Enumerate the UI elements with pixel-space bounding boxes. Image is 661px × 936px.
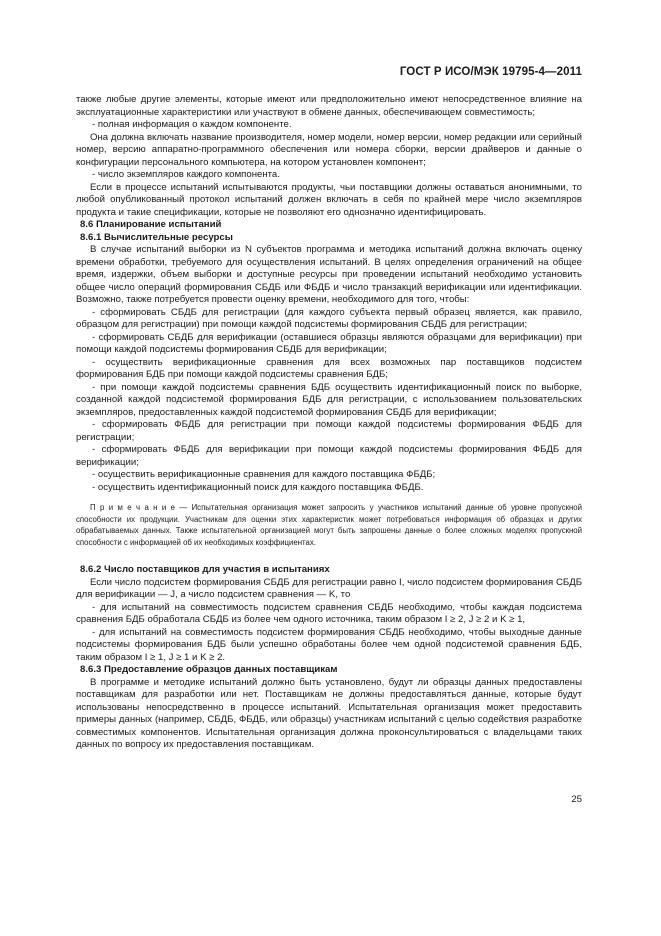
list-item: - для испытаний на совместимость подсистем формирования СБДБ необходимо, чтобы выходные данные подсистемы формирования БДБ были успешно обработаны более чем одной подсистемой сравнения БДБ, таким образом I ≥ 1, J ≥ 1 и K ≥ 2.: [76, 626, 582, 663]
list-item: - сформировать ФБДБ для регистрации при помощи каждой подсистемы формирования ФБДБ для регистрации;: [76, 419, 582, 443]
list-item: - число экземпляров каждого компонента.: [92, 169, 280, 180]
paragraph: Она должна включать название производителя, номер модели, номер версии, номер редакции или серийный номер, версию аппаратно-программного обеспечения или номера сборки, версии драйверов и данные о конфигурации персонального компьютера, на котором установлен компонент;: [76, 131, 582, 168]
list-item: - осуществить верификационные сравнения для всех возможных пар поставщиков подсистем формирования БДБ при помощи каждой подсистемы сравнения БДБ;: [76, 356, 582, 380]
paragraph: В случае испытаний выборки из N субъектов программа и методика испытаний должна включать оценку времени обработки, требуемого для осуществления испытаний. В целях определения ограничений на общее время, издержки, объем выборки и доступные ресурсы при проведении испытаний необходимо установить общее число операций формирования СБДБ или ФБДБ и число транзакций верификации или идентификации. Возможно, также потребуется провести оценку времени, необходимого для того, чтобы:: [76, 244, 582, 305]
section-heading-8-6-1: 8.6.1 Вычислительные ресурсы: [80, 231, 233, 243]
note-label: П р и м е ч а н и е: [90, 503, 175, 512]
list-item: - сформировать ФБДБ для верификации при помощи каждой подсистемы формирования ФБДБ для верификации;: [76, 444, 582, 468]
paragraph: также любые другие элементы, которые имеют или предположительно имеют непосредственное влияние на эксплуатационные характеристики или участвуют в обмене данных, обеспечивающем совместимость;: [76, 94, 582, 118]
paragraph: В программе и методике испытаний должно быть установлено, будут ли образцы данных предоставлены поставщикам для разработки или нет. Поставщикам не должны предоставляться данные, которые будут использованы непосредственно в процессе испытаний. Испытательная организация может предоставить примеры данных (например, СБДБ, ФБДБ, или образцы) участникам испытаний с целью содействия разработке совместимых компонентов. Испытательная организация должна проконсультироваться с владельцами таких данных по вопросу их предоставления поставщикам.: [76, 676, 582, 750]
section-heading-8-6-2: 8.6.2 Число поставщиков для участия в испытаниях: [80, 564, 330, 575]
list-item: - осуществить идентификационный поиск для каждого поставщика ФБДБ.: [92, 481, 424, 493]
list-item: - при помощи каждой подсистемы сравнения БДБ осуществить идентификационный поиск по выборке, созданной каждой подсистемой формирования БДБ для регистрации, с использованием пользовательских экземпляров, предоставленных каждой подсистемой формирования СБДБ для верификации;: [76, 381, 582, 418]
list-item: - сформировать СБДБ для верификации (оставшиеся образцы являются образцами для верификации) при помощи каждой подсистемы формирования СБДБ для верификации;: [76, 331, 582, 355]
page-number: 25: [571, 794, 582, 805]
document-header: ГОСТ Р ИСО/МЭК 19795-4—2011: [399, 66, 582, 78]
list-item: - для испытаний на совместимость подсистем сравнения СБДБ необходимо, чтобы каждая подсистема сравнения БДБ обработала СБДБ из более чем одного источника, таким образом I ≥ 2, J ≥ 2 и K ≥ 1,: [76, 601, 582, 625]
page-body: [76, 94, 582, 752]
list-item: - полная информация о каждом компоненте.: [92, 119, 292, 130]
section-heading-8-6-3: 8.6.3 Предоставление образцов данных поставщикам: [80, 664, 338, 675]
spacer: [76, 548, 582, 564]
list-item: - осуществить верификационные сравнения для каждого поставщика ФБДБ;: [92, 469, 436, 480]
paragraph: Если в процессе испытаний испытываются продукты, чьи поставщики должны оставаться анонимными, то любой опубликованный протокол испытаний должен включать в себя по крайней мере число экземпляров продукта и такие спецификации, которые не позволяют его однозначно идентифицировать.: [76, 181, 582, 218]
section-heading-8-6: 8.6 Планирование испытаний: [80, 219, 222, 230]
list-item: - сформировать СБДБ для регистрации (для каждого субъекта первый образец является, как правило, образцом для регистрации) при помощи каждой подсистемы формирования СБДБ для регистрации;: [76, 306, 582, 330]
note-text: — Испытательная организация может запросить у участников испытаний данные об уровне пропускной способности их продукции. Участникам для оценки этих характеристик может потребоваться информация об образцах и других обрабатываемых данных. Также испытательной организацией могут быть запрошены данные о более сложных моделях пропускной способности с информацией об их необходимых коэффициентах.: [76, 503, 582, 547]
paragraph: Если число подсистем формирования СБДБ для регистрации равно I, число подсистем формирования СБДБ для верификации — J, а число подсистем сравнения — K, то: [76, 576, 582, 600]
note: [76, 502, 582, 548]
